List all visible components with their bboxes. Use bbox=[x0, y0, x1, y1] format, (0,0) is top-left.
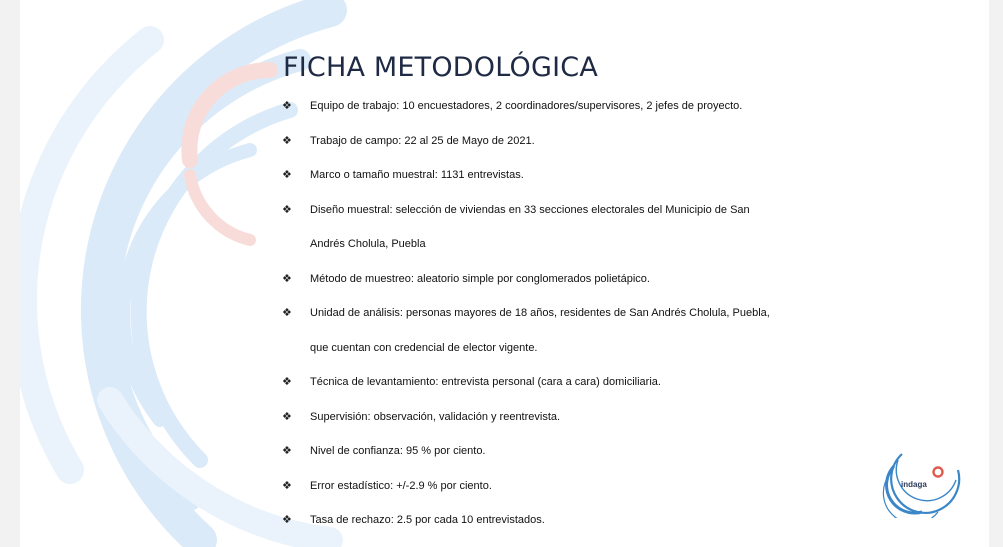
bullet-icon: ❖ bbox=[282, 169, 292, 181]
bullet-icon: ❖ bbox=[282, 376, 292, 388]
list-item bbox=[282, 441, 782, 476]
bullet-icon: ❖ bbox=[282, 203, 292, 216]
bullet-icon: ❖ bbox=[282, 479, 292, 492]
list-item-text: Diseño muestral: selección de viviendas en 33 secciones electorales del Municipio de San bbox=[310, 203, 750, 216]
list-item-text: Error estadístico: +/-2.9 % por ciento. bbox=[310, 479, 492, 492]
page-title: FICHA METODOLÓGICA bbox=[283, 52, 598, 83]
list-item bbox=[282, 407, 782, 442]
list-item-text: Marco o tamaño muestral: 1131 entrevistas. bbox=[310, 169, 524, 181]
list-item bbox=[282, 510, 782, 545]
list-item-text: Método de muestreo: aleatorio simple por conglomerados polietápico. bbox=[310, 272, 650, 285]
list-item-text: Nivel de confianza: 95 % por ciento. bbox=[310, 445, 486, 457]
list-item-continuation bbox=[282, 234, 782, 269]
list-item bbox=[282, 96, 782, 131]
bullet-icon: ❖ bbox=[282, 445, 292, 457]
bullet-icon: ❖ bbox=[282, 307, 292, 319]
list-item-text: que cuentan con credencial de elector vigente. bbox=[310, 341, 538, 354]
list-item bbox=[282, 303, 782, 338]
list-item bbox=[282, 131, 782, 166]
bullet-icon: ❖ bbox=[282, 272, 292, 285]
methodology-list bbox=[282, 96, 782, 545]
bullet-icon: ❖ bbox=[282, 410, 292, 423]
list-item bbox=[282, 200, 782, 235]
list-item-continuation bbox=[282, 338, 782, 373]
list-item-text: Supervisión: observación, validación y reentrevista. bbox=[310, 410, 561, 423]
bullet-icon: ❖ bbox=[282, 100, 292, 112]
list-item bbox=[282, 372, 782, 407]
list-item bbox=[282, 269, 782, 304]
list-item-text: Trabajo de campo: 22 al 25 de Mayo de 2021. bbox=[310, 134, 535, 147]
bullet-icon: ❖ bbox=[282, 514, 292, 526]
list-item bbox=[282, 476, 782, 511]
list-item bbox=[282, 165, 782, 200]
list-item-text: Tasa de rechazo: 2.5 por cada 10 entrevistados. bbox=[310, 514, 545, 526]
list-item-text: Unidad de análisis: personas mayores de 18 años, residentes de San Andrés Cholula, Puebla, bbox=[310, 307, 770, 319]
logo-text: indaga bbox=[901, 480, 927, 489]
list-item-text: Equipo de trabajo: 10 encuestadores, 2 coordinadores/supervisores, 2 jefes de proyecto. bbox=[310, 100, 743, 112]
list-item-text: Técnica de levantamiento: entrevista personal (cara a cara) domiciliaria. bbox=[310, 376, 661, 388]
bullet-icon: ❖ bbox=[282, 134, 292, 147]
list-item-text: Andrés Cholula, Puebla bbox=[310, 238, 426, 250]
right-frame-strip bbox=[989, 0, 1003, 547]
left-frame-strip bbox=[0, 0, 20, 547]
